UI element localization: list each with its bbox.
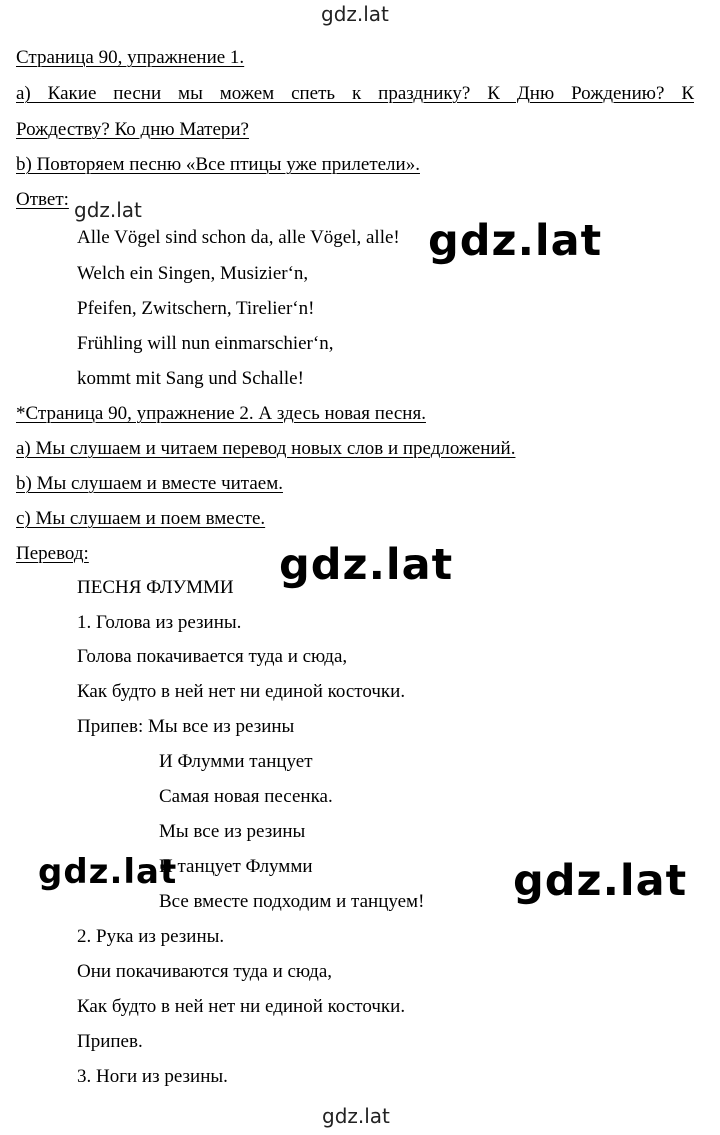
verse-2-line-1: 2. Рука из резины. [77, 926, 225, 947]
verse-1-line-1: 1. Голова из резины. [77, 612, 242, 633]
chorus-line-1: И Флумми танцует [159, 751, 313, 772]
song-line-3: Pfeifen, Zwitschern, Tirelier‘n! [77, 298, 315, 319]
song-line-1: Alle Vögel sind schon da, alle Vögel, alle! [77, 227, 400, 248]
exercise-1-task-a-line-2: Рождеству? Ко дню Матери? [16, 119, 249, 140]
watermark-large-center: gdz.lat [279, 540, 454, 590]
chorus-label: Припев: Мы все из резины [77, 716, 295, 737]
watermark-medium-left: gdz.lat [38, 852, 178, 892]
watermark-large-right: gdz.lat [428, 216, 603, 266]
verse-2-line-3: Как будто в ней нет ни единой косточки. [77, 996, 406, 1017]
exercise-1-header: Страница 90, упражнение 1. [16, 47, 245, 68]
answer-label: Ответ: [16, 189, 69, 210]
exercise-2-task-a: a) Мы слушаем и читаем перевод новых слов и предложений. [16, 438, 516, 459]
watermark-bottom: gdz.lat [322, 1104, 390, 1128]
watermark-large-bottom-right: gdz.lat [513, 856, 688, 906]
song-title: ПЕСНЯ ФЛУММИ [77, 577, 234, 598]
chorus-line-4: И танцует Флумми [159, 856, 313, 877]
chorus-line-5: Все вместе подходим и танцуем! [159, 891, 425, 912]
watermark-small-left: gdz.lat [74, 198, 142, 222]
exercise-2-task-b: b) Мы слушаем и вместе читаем. [16, 473, 283, 494]
song-line-2: Welch ein Singen, Musizier‘n, [77, 263, 309, 284]
verse-3-line-1: 3. Ноги из резины. [77, 1066, 228, 1087]
chorus-line-2: Самая новая песенка. [159, 786, 333, 807]
song-line-4: Frühling will nun einmarschier‘n, [77, 333, 334, 354]
verse-2-line-2: Они покачиваются туда и сюда, [77, 961, 333, 982]
verse-2-chorus-ref: Припев. [77, 1031, 143, 1052]
exercise-2-header: *Страница 90, упражнение 2. А здесь новая песня. [16, 403, 426, 424]
exercise-1-task-b: b) Повторяем песню «Все птицы уже прилетели». [16, 154, 420, 175]
song-line-5: kommt mit Sang und Schalle! [77, 368, 304, 389]
translation-label: Перевод: [16, 543, 89, 564]
watermark-top: gdz.lat [321, 2, 389, 26]
chorus-line-3: Мы все из резины [159, 821, 306, 842]
exercise-2-task-c: c) Мы слушаем и поем вместе. [16, 508, 266, 529]
exercise-1-task-a-line-1: а) Какие песни мы можем спеть к празднику? К Дню Рождению? К [16, 83, 694, 104]
verse-1-line-2: Голова покачивается туда и сюда, [77, 646, 348, 667]
verse-1-line-3: Как будто в ней нет ни единой косточки. [77, 681, 406, 702]
